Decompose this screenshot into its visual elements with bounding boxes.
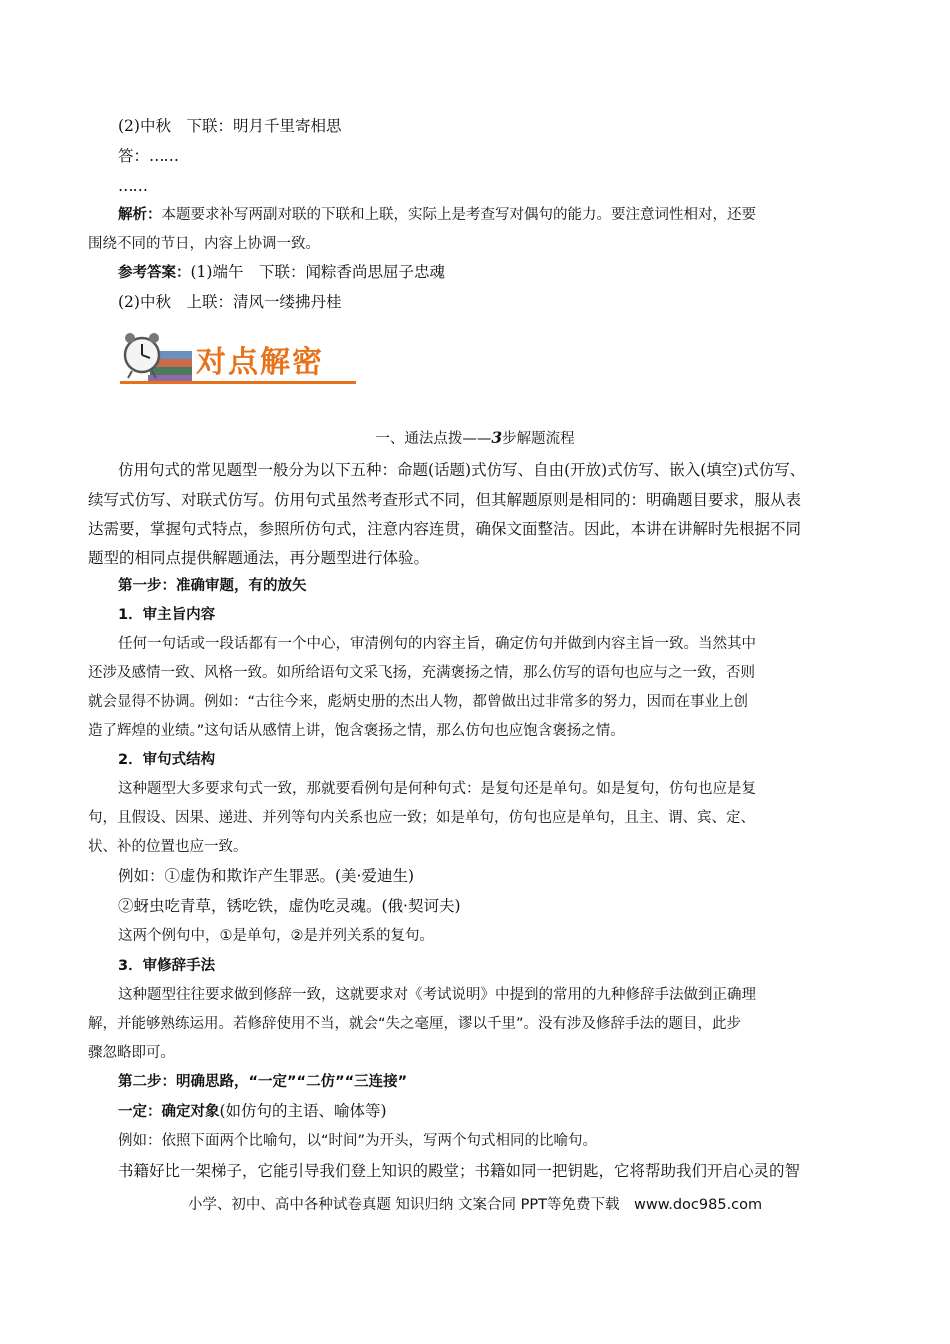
reference-answer-text: (1)端午 下联：闻粽香尚思屈子忠魂 — [190, 263, 445, 281]
example-note: 这两个例句中，①是单句，②是并列关系的复句。 — [118, 928, 434, 944]
subsection-rhetoric: 3．审修辞手法 — [118, 958, 216, 974]
example-line: ②蚜虫吃青草，锈吃铁，虚伪吃灵魂。(俄·契诃夫) — [118, 897, 461, 915]
analysis-text: 本题要求补写两副对联的下联和上联，实际上是考查写对偶句的能力。要注意词性相对，还要 — [161, 207, 756, 223]
intro-line: 达需要，掌握句式特点，参照所仿句式，注意内容连贯，确保文面整洁。因此，本讲在讲解时先根据不同 — [88, 520, 802, 538]
couplet-line: (2)中秋 下联：明月千里寄相思 — [118, 117, 342, 135]
page-footer: 小学、初中、高中各种试卷真题 知识归纳 文案合同 PPT等免费下载 www.doc985.com — [187, 1197, 763, 1213]
answer-line — [118, 146, 894, 166]
heading-number: 3 — [491, 428, 503, 447]
body-line: 句，且假设、因果、递进、并列等句内关系也应一致；如是单句，仿句也应是单句，且主、谓、宾、定、 — [88, 810, 755, 826]
subsection-structure: 2．审句式结构 — [118, 752, 216, 768]
answer-label: 答： — [118, 147, 150, 165]
reference-answer-line-2: (2)中秋 上联：清风一缕拂丹桂 — [118, 293, 342, 311]
step-two-heading: 第二步：明确思路，“一定”“二仿”“三连接” — [118, 1074, 408, 1090]
section-heading: 一、通法点拨——3步解题流程 — [375, 428, 575, 447]
body-line: 这种题型大多要求句式一致，那就要看例句是何种句式：是复句还是单句。如是复句，仿句也应是复 — [118, 781, 756, 797]
body-line: 还涉及感情一致、风格一致。如所给语句文采飞扬，充满褒扬之情，那么仿写的语句也应与之一致，否则 — [88, 665, 755, 681]
example-prompt: 例如：依照下面两个比喻句，以“时间”为开头，写两个句式相同的比喻句。 — [118, 1133, 598, 1149]
alarm-clock-books-icon — [120, 325, 196, 385]
section-banner — [120, 325, 360, 387]
reference-answer-label: 参考答案： — [118, 265, 191, 281]
banner-underline — [120, 381, 356, 384]
subsection-theme: 1．审主旨内容 — [118, 607, 216, 623]
reference-answer-line — [118, 262, 894, 283]
banner-title: 对点解密 — [196, 345, 324, 380]
answer-blank-line: …… — [118, 177, 147, 195]
intro-line: 题型的相同点提供解题通法，再分题型进行体验。 — [88, 549, 430, 567]
body-line: 就会显得不协调。例如：“古往今来，彪炳史册的杰出人物，都曾做出过非常多的努力，因而在事业上创 — [88, 694, 749, 710]
analysis-line-2: 围绕不同的节日，内容上协调一致。 — [88, 236, 320, 252]
intro-line: 仿用句式的常见题型一般分为以下五种：命题(话题)式仿写、自由(开放)式仿写、嵌入(填空)式仿写、 — [118, 461, 806, 479]
body-line: 状、补的位置也应一致。 — [88, 839, 248, 855]
step-one-heading: 第一步：准确审题，有的放矢 — [118, 578, 307, 594]
body-line: 任何一句话或一段话都有一个中心，审清例句的内容主旨，确定仿句并做到内容主旨一致。当然其中 — [118, 636, 756, 652]
body-line: 造了辉煌的业绩。”这句话从感情上讲，饱含褒扬之情，那么仿句也应饱含褒扬之情。 — [88, 723, 625, 739]
body-line: 骤忽略即可。 — [88, 1045, 175, 1061]
body-line: 解，并能够熟练运用。若修辞使用不当，就会“失之毫厘，谬以千里”。没有涉及修辞手法的题目，此步 — [88, 1016, 742, 1032]
determine-object-line: 一定：确定对象(如仿句的主语、喻体等) — [118, 1102, 387, 1120]
body-line: 这种题型往往要求做到修辞一致，这就要求对《考试说明》中提到的常用的九种修辞手法做到正确理 — [118, 987, 756, 1003]
analysis-label: 解析： — [118, 207, 162, 223]
example-text: 书籍好比一架梯子，它能引导我们登上知识的殿堂；书籍如同一把钥匙，它将帮助我们开启心灵的智 — [118, 1162, 801, 1180]
example-line: 例如：①虚伪和欺诈产生罪恶。(美·爱迪生) — [118, 867, 415, 885]
analysis-line — [118, 204, 894, 225]
answer-blank: …… — [149, 147, 179, 165]
intro-line: 续写式仿写、对联式仿写。仿用句式虽然考查形式不同，但其解题原则是相同的：明确题目要求，服从表 — [88, 491, 802, 509]
